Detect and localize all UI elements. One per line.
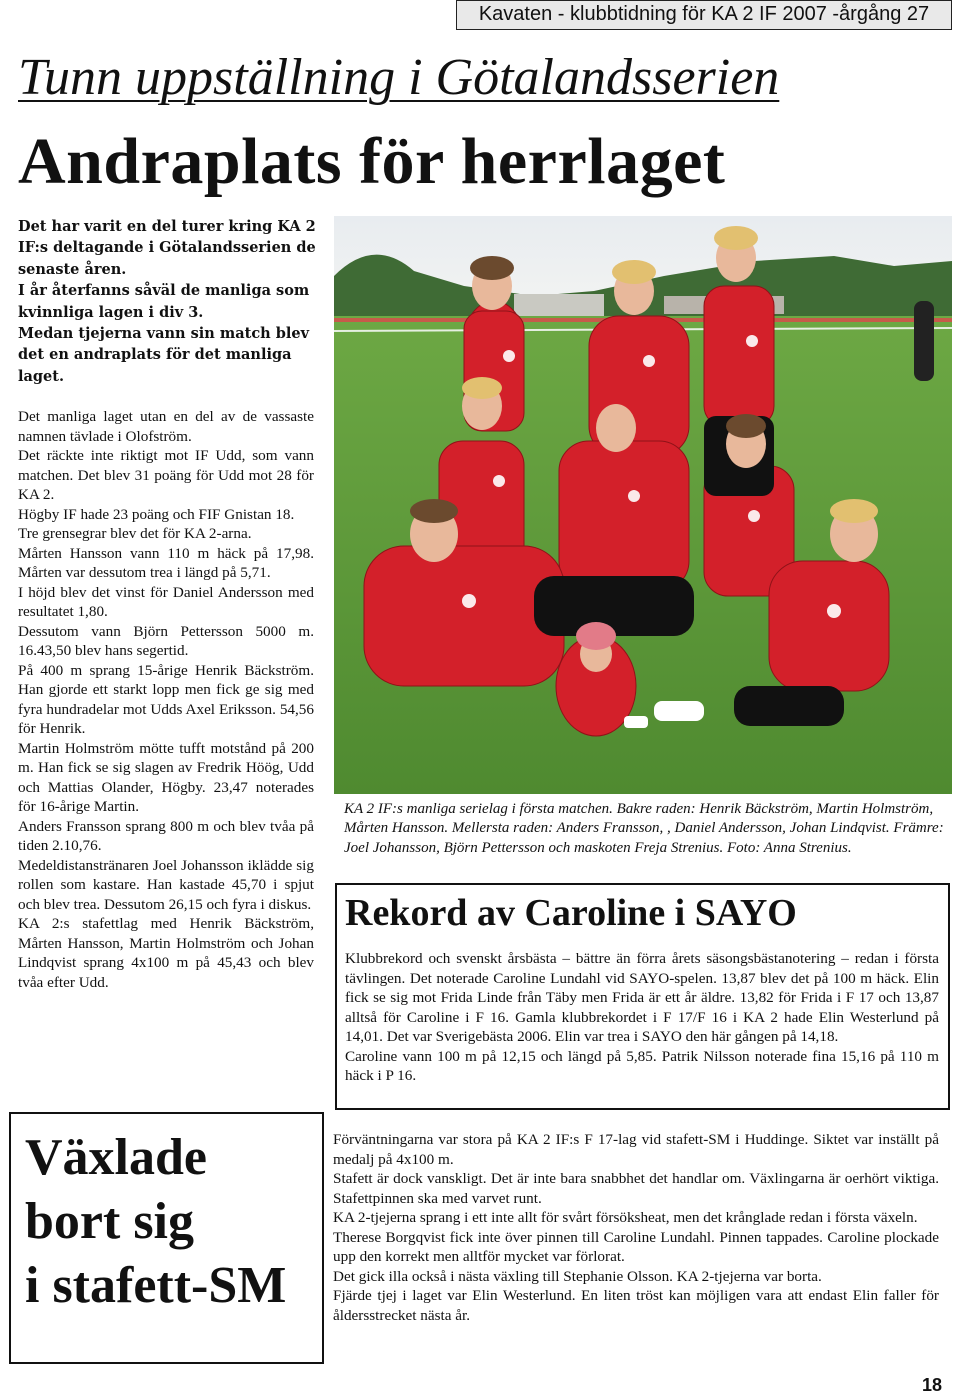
lead-paragraph: I år återfanns såväl de manliga som kvinnliga lagen i div 3. bbox=[18, 282, 310, 321]
body-paragraph: Fjärde tjej i laget var Elin Westerlund. En liten tröst kan möjligen vara att endast Elin faller för åldersstrecket nästa år. bbox=[333, 1287, 939, 1324]
body-paragraph: I höjd blev det vinst för Daniel Andersson med resultatet 1,80. bbox=[18, 583, 314, 620]
body-paragraph: Dessutom vann Björn Pettersson 5000 m. 16.43,50 blev hans segertid. bbox=[18, 622, 314, 659]
body-paragraph: Stafett är dock vanskligt. Det är inte bara snabbhet det handlar om. Växlingarna är oerhört viktiga. Stafettpinnen ska med varvet runt. bbox=[333, 1170, 939, 1207]
relay-headline-line: bort sig bbox=[25, 1193, 194, 1250]
body-paragraph: Högby IF hade 23 poäng och FIF Gnistan 18. bbox=[18, 505, 295, 523]
body-paragraph: Therese Borgqvist fick inte över pinnen till Caroline Lundahl. Pinnen tappades. Caroline plockade upp den korrekt men alltför mycket var förlorat. bbox=[333, 1228, 939, 1265]
team-photo bbox=[334, 216, 952, 794]
article-headline: Andraplats för herrlaget bbox=[18, 125, 726, 198]
relay-headline-line: i stafett-SM bbox=[25, 1257, 287, 1314]
body-paragraph: Tre grensegrar blev det för KA 2-arna. bbox=[18, 525, 252, 542]
lead-paragraph: Medan tjejerna vann sin match blev det en andraplats för det manliga laget. bbox=[18, 325, 310, 385]
lead-paragraph: Det har varit en del turer kring KA 2 IF:s deltagande i Götalandsserien de senaste åren. bbox=[18, 218, 316, 278]
body-paragraph: Anders Fransson sprang 800 m och blev tvåa på tiden 2.10,76. bbox=[18, 817, 314, 854]
relay-headline-line: Växlade bbox=[25, 1129, 207, 1186]
body-paragraph: Caroline vann 100 m på 12,15 och längd på 5,85. Patrik Nilsson noterade fina 15,16 på 110 m häck i P 16. bbox=[345, 1047, 939, 1084]
relay-headline bbox=[25, 1126, 286, 1318]
body-paragraph: Martin Holmström mötte tufft motstånd på 200 m. Han fick se sig slagen av Fredrik Höög, Udd och Mattias Olander, Högby. 23,47 noterades för 16-årige Martin. bbox=[18, 739, 314, 815]
page-number: 18 bbox=[922, 1375, 943, 1395]
body-paragraph: KA 2:s stafettlag med Henrik Bäckström, Mårten Hansson, Martin Holmström och Johan Lindqvist sprang 4x100 m på 45,43 och blev tvåa efter Udd. bbox=[18, 915, 314, 991]
body-paragraph: På 400 m sprang 15-årige Henrik Bäckström. Han gjorde ett starkt lopp men fick ge sig med fyra hundradelar mot Udds Axel Eriksson. 54,56 för Henrik. bbox=[18, 661, 314, 737]
article-kicker: Tunn uppställning i Götalandsserien bbox=[18, 49, 780, 106]
sayo-article-box bbox=[335, 883, 950, 1110]
body-paragraph: Förväntningarna var stora på KA 2 IF:s F 17-lag vid stafett-SM i Huddinge. Siktet var inställt på medalj på 4x100 m. bbox=[333, 1131, 939, 1168]
body-paragraph: Det gick illa också i nästa växling till Stephanie Olsson. KA 2-tjejerna var borta. bbox=[333, 1267, 822, 1285]
body-paragraph: Klubbrekord och svenskt årsbästa – bättre än förra årets säsongsbästanotering – redan i första tävlingen. Det noterade Caroline Lundahl vid SAYO-spelen. 13,87 blev det på 100 m häck. Elin fick se sig mot Frida Linde från Täby men Frida är ett år äldre. 13,82 för Frida i F 17 och 13,87 alltså för Caroline i F 16. Gamla klubbrekordet i F 17/F 16 i KA 2 hade Elin Westerlund på 14,01. Det var Sverigebästa 2006. Elin var trea i SAYO den här gången på 14,18. bbox=[345, 950, 939, 1045]
article-body bbox=[18, 407, 314, 992]
sayo-body bbox=[345, 949, 939, 1086]
article-lead bbox=[18, 216, 318, 387]
body-paragraph: Medeldistanstränaren Joel Johansson iklädde sig rollen som kastare. Han kastade 45,70 i spjut och blev trea. Dessutom 26,15 och fyra i diskus. bbox=[18, 856, 314, 913]
relay-headline-box bbox=[9, 1112, 324, 1364]
sayo-headline: Rekord av Caroline i SAYO bbox=[345, 892, 797, 934]
photo-caption: KA 2 IF:s manliga serielag i första matchen. Bakre raden: Henrik Bäckström, Martin Holmström, Mårten Hansson. Mellersta raden: Anders Fransson, , Daniel Andersson, Johan Lindqvist. Främre: Joel Johansson, Björn Pettersson och maskoten Freja Strenius. Foto: Anna Strenius. bbox=[344, 801, 944, 856]
body-paragraph: Mårten Hansson vann 110 m häck på 17,98. Mårten var dessutom trea i längd på 5,71. bbox=[18, 544, 314, 581]
body-paragraph: Det räckte inte riktigt mot IF Udd, som vann matchen. Det blev 31 poäng för Udd mot 28 för KA 2. bbox=[18, 447, 314, 503]
body-paragraph: KA 2-tjejerna sprang i ett inte allt för svårt försöksheat, men det krånglade redan i första växeln. bbox=[333, 1209, 918, 1226]
body-paragraph: Det manliga laget utan en del av de vassaste namnen tävlade i Olofström. bbox=[18, 408, 314, 445]
relay-body bbox=[333, 1130, 939, 1325]
publication-header: Kavaten - klubbtidning för KA 2 IF 2007 -årgång 27 bbox=[456, 0, 952, 30]
